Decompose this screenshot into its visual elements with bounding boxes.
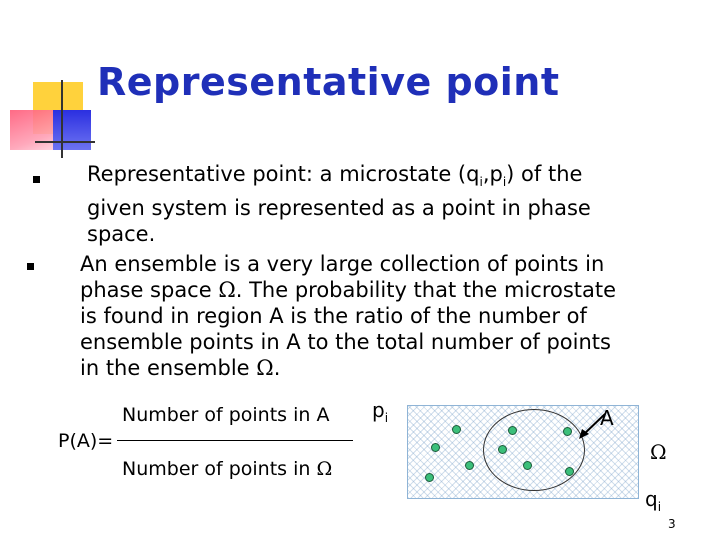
logo-horizontal-line (35, 141, 95, 143)
q-axis-label: $q_i$ (645, 487, 662, 514)
region-a-label: A (600, 406, 614, 430)
ensemble-point (452, 425, 461, 434)
logo-vertical-line (61, 80, 63, 158)
bullet-2-line-4: ensemble points in A to the total number of points (80, 330, 611, 354)
ensemble-point (465, 461, 474, 470)
bullet-2-line-3: is found in region A is the ratio of the number of (80, 304, 587, 328)
bullet-marker (33, 176, 40, 183)
bullet-text-1 (87, 161, 591, 247)
bullet-2-line-1: An ensemble is a very large collection of points in (80, 252, 605, 276)
ensemble-point (425, 473, 434, 482)
ensemble-point (498, 445, 507, 454)
ensemble-point (431, 443, 440, 452)
bullet-marker (27, 263, 34, 270)
page-number: 3 (668, 517, 676, 531)
bullet-2-line-2: phase space Ω. The probability that the microstate (80, 278, 617, 302)
ensemble-point (508, 426, 517, 435)
p-axis-label: $p_i$ (372, 398, 389, 425)
bullet-2-line-5: in the ensemble Ω. (80, 356, 281, 380)
ensemble-point (563, 427, 572, 436)
bullet-text-2 (80, 251, 616, 381)
omega-label: Ω (650, 440, 667, 464)
slide-title: Representative point (97, 60, 560, 104)
ensemble-point (523, 461, 532, 470)
formula-denominator: Number of points in Ω (122, 458, 333, 480)
formula-lhs: P(A)= (58, 430, 114, 452)
logo-graphic (0, 0, 100, 165)
ensemble-point (565, 467, 574, 476)
logo-blue-square (53, 110, 91, 150)
fraction-bar (117, 440, 353, 441)
bullet-1-line-2: given system is represented as a point in phase (87, 196, 591, 221)
bullet-1-line-3: space. (87, 222, 156, 247)
bullet-1-line-1: Representative point: a microstate $(q_i,p_i)$ of the (87, 162, 583, 190)
logo-red-square (10, 110, 55, 150)
formula-numerator: Number of points in A (122, 404, 330, 426)
